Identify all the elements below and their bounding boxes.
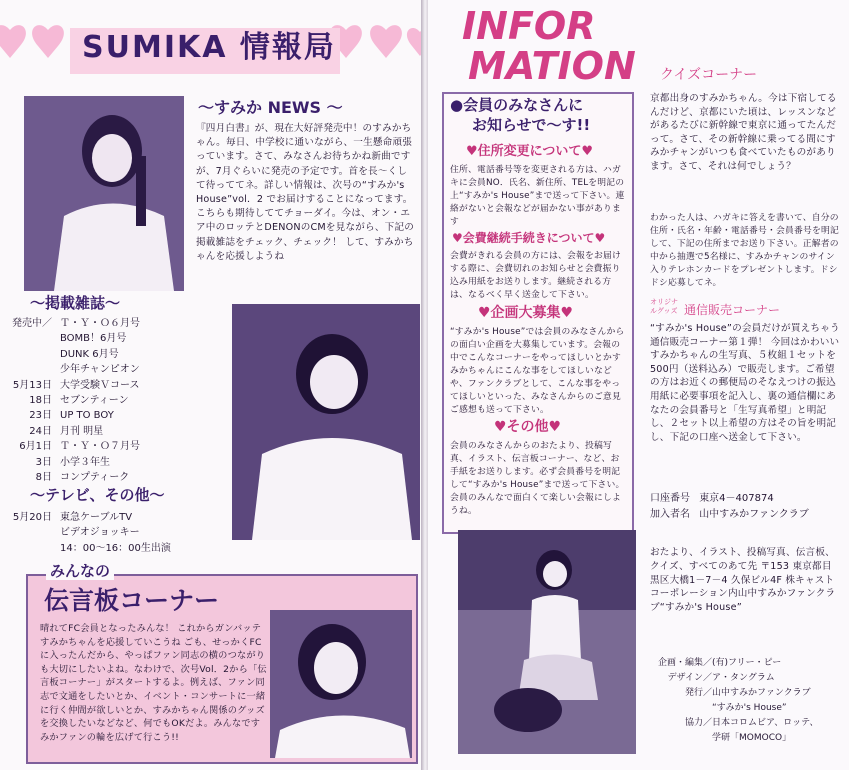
magazine-row-title: 小学３年生 (60, 456, 110, 468)
magazine-row (4, 331, 126, 346)
credit-value: 山中すみかファンクラブ (712, 688, 811, 698)
news-title: ～すみか NEWS ～ (198, 98, 343, 117)
board-body: 晴れてFC会員となったみんな！ これからガンバッテすみかちゃんを応援していこうね ごも、せっかくFCに入ったんだから、やっぱファン同志の横のつながりも大切にしたいよね。なわけで、次号Vol．2から「伝言板コーナー」がスタートするよ。例えば、ファン同志で文通をしたいとか、イベント・コンサートに一緒に行く仲間が欲しいとか、すみかちゃん関係のグッズを交換したいなどなど、何でもOKだよ。みんなですみかファンの輪を広げて行こう!! (40, 623, 267, 743)
sumika-photo-4 (458, 530, 636, 754)
magazine-row (4, 455, 110, 470)
magazine-row-title: BOMB！6月号 (60, 333, 127, 345)
mail-order-body: “すみか's House”の会員だけが買えちゃう通信販売コーナー第１弾！ 今回はかわいいすみかちゃんの生写真、５枚組１セットを500円（送料込み）で販売します。ご希望の方はお近くの郵便局のそなえつけの振込用紙に必要事項を記入し、裏の通信欄にあなたの会員番号と「生写真希望」と明記し、２セット以上希望の方はその旨を明記し、下記の口座へ送金して下さい。 (650, 323, 840, 443)
quiz-body-2: わかった人は、ハガキに答えを書いて、自分の住所・氏名・年齢・電話番号・会員番号を明記して、下記の住所までお送り下さい。正解者の中から抽選で5名様に、すみかチャンのサイン入りテレホンカードをプレゼントします。ドシドシ応募してネ。 (650, 213, 839, 288)
magazine-row-date: 3日 (35, 456, 52, 468)
magazine-row-date: 5月13日 (12, 379, 52, 391)
credit-row (650, 656, 842, 671)
magazine-row (4, 378, 140, 393)
tv-row (4, 541, 171, 556)
project-title: ♥企画大募集♥ (478, 305, 574, 321)
credit-row (650, 686, 842, 701)
credit-value: (有)フリー・ピー (712, 658, 782, 668)
girl-sitting-graphic (458, 530, 636, 754)
quiz-body: 京都出身のすみかちゃん。今は下宿してるんだけど、京都にいた頃は、レッスンなどがあるたびに新幹線で東京に通ってたんだって。さて、その新幹線に乗ってる間にすみかチャンがいつも食べていたものがあります。さて、それは何でしょう？ (650, 93, 837, 172)
credit-label: 協力／ (684, 718, 712, 728)
renewal-body: 会費がきれる会員の方には、会報をお届けする際に、会費切れのお知らせと会費振り込み用紙をお送りします。継続される方は、なるべく早く送金して下さい。 (450, 251, 621, 300)
account-label: 口座番号 (650, 493, 690, 504)
sumika-photo-2 (232, 304, 420, 540)
address-change-title: ♥住所変更について♥ (466, 144, 594, 159)
credits (650, 656, 842, 756)
subscriber-row (650, 508, 809, 522)
account-row (650, 492, 774, 506)
renewal-title: ♥会費継続手続きについて♥ (452, 231, 606, 245)
magazine-row-date: 18日 (29, 395, 52, 406)
credit-label: デザイン／ (667, 673, 712, 683)
tv-title: ～テレビ、その他～ (30, 486, 165, 504)
subscriber-value: 山中すみかファンクラブ (699, 509, 809, 520)
magazine-row-date: 発売中／ (12, 318, 52, 329)
left-page (0, 0, 423, 770)
credit-row (650, 716, 842, 731)
magazine-row (4, 470, 129, 485)
magazine-row (4, 424, 103, 439)
info-header-line-2: MATION (468, 44, 636, 88)
girl-closeup-graphic (270, 610, 412, 758)
magazine-row-date: 8日 (35, 472, 52, 483)
account-value: 東京4－407874 (699, 493, 774, 504)
magazine-row-title: UP TO BOY (60, 410, 114, 422)
right-page (428, 0, 849, 770)
sumika-photo-1 (24, 96, 184, 291)
magazine-row-date: 23日 (29, 410, 52, 422)
magazine-row-date: 6月1日 (19, 441, 52, 453)
tv-row (4, 525, 140, 540)
other-title: ♥その他♥ (494, 419, 562, 435)
notice-title-2: お知らせで～す!! (472, 116, 591, 134)
magazine-row-title: Ｔ・Ｙ・Ｏ７月号 (60, 441, 140, 453)
magazine-row-title: 少年チャンピオン (60, 364, 140, 376)
credit-value: ア・タングラム (712, 673, 775, 683)
notice-title-1: ●会員のみなさんに (450, 96, 584, 114)
news-body: 『四月白書』が、現在大好評発売中！のすみかちゃん。毎日、中学校に通いながら、一生懸命頑張っています。さて、みなさんお待ちかね新曲ですが、7月ぐらいに発売の予定です。首を長～くして待っててネ。詳しい情報は、次号の“すみか's House”vol．2 でお届けすることになってます。こちらも期待しててチョーダイ。今は、オン・エア中のロッテとDENONのCMを見ながら、下記の掲載雑誌をチェック、チェック！ して、すみかちゃんを応援しようね (196, 123, 415, 262)
sumika-photo-3 (270, 610, 412, 758)
tv-row-title: 14：00～16：00生出演 (60, 542, 171, 554)
board-title: 伝言板コーナー (44, 586, 220, 615)
credit-label: 発行／ (684, 688, 712, 698)
girl-portrait-graphic (24, 96, 184, 291)
mail-order-title: 通信販売コーナー (684, 303, 781, 317)
magazine-row (4, 439, 140, 454)
magazine-row-title: コンプティーク (60, 472, 130, 483)
credit-label: 企画・編集／ (657, 658, 712, 668)
quiz-title: クイズコーナー (660, 67, 758, 83)
other-body: 会員のみなさんからのおたより、投稿写真、イラスト、伝言板コーナー、など、お手紙をお送りします。必ず会員番号を明記して“すみか's House”まで送って下さい。会員のみんなで面白くて楽しい会報にしようね。 (450, 441, 625, 516)
tv-row-title: 東急ケーブルTV (60, 512, 133, 523)
magazine-row-title: Ｔ・Ｙ・Ｏ６月号 (60, 318, 140, 329)
board-small-title: みんなの (46, 562, 114, 580)
credit-row (650, 671, 842, 686)
magazines-title: ～掲載雑誌～ (30, 294, 121, 312)
magazine-row (4, 393, 129, 408)
magazine-row (4, 362, 140, 377)
girl-smiling-graphic (232, 304, 420, 540)
address-change-body: 住所、電話番号等を変更される方は、ハガキに会員NO．氏名、新住所、TELを明記の上“すみか's House”まで送って下さい。連絡がないと会報などが届かない事があります (450, 165, 625, 227)
magazine-row-title: セブンティーン (60, 395, 129, 406)
magazine-row (4, 316, 140, 331)
credit-row (650, 731, 842, 746)
credit-row (650, 701, 842, 716)
credit-value: 日本コロムビア、ロッテ、 (712, 718, 819, 728)
magazine-row (4, 347, 119, 362)
mailing-address: おたより、イラスト、投稿写真、伝言板、クイズ、すべてのあて先 〒153 東京都目黒区大橋1－7－4 久保ビル4F 株キャストコーポレーション内山中すみかファンクラブ“すみか's House” (650, 547, 836, 614)
magazine-list (0, 316, 230, 488)
magazine-row-title: DUNK 6月号 (60, 348, 119, 360)
credit-value: “すみか's House” (712, 703, 787, 713)
magazine-row-date: 24日 (29, 425, 52, 437)
tv-row-title: ビデオジョッキー (60, 527, 140, 539)
magazine-row (4, 408, 114, 423)
page-title: SUMIKA 情報局 (82, 30, 336, 65)
credit-value: 学研「MOMOCO」 (712, 733, 792, 743)
magazine-row-title: 月刊 明星 (60, 425, 104, 437)
info-header-line-1: INFOR (462, 4, 596, 48)
tv-row (4, 510, 132, 525)
magazine-row-title: 大学受験Ｖコース (60, 379, 140, 391)
mail-order-small: オリジナルグッズ (650, 298, 678, 315)
subscriber-label: 加入者名 (650, 509, 690, 520)
tv-row-date: 5月20日 (12, 512, 52, 523)
project-body: “すみか's House”では会員のみなさんからの面白い企画を大募集しています。会報の中でこんなコーナーをやってほしいとかすみかちゃんにこんな事をしてほしいなどや、ファンクラブとして、こんな事をやってほしいといった、みなさんからのご意見ご感想も送って下さい。 (450, 327, 625, 415)
tv-list (0, 510, 230, 562)
